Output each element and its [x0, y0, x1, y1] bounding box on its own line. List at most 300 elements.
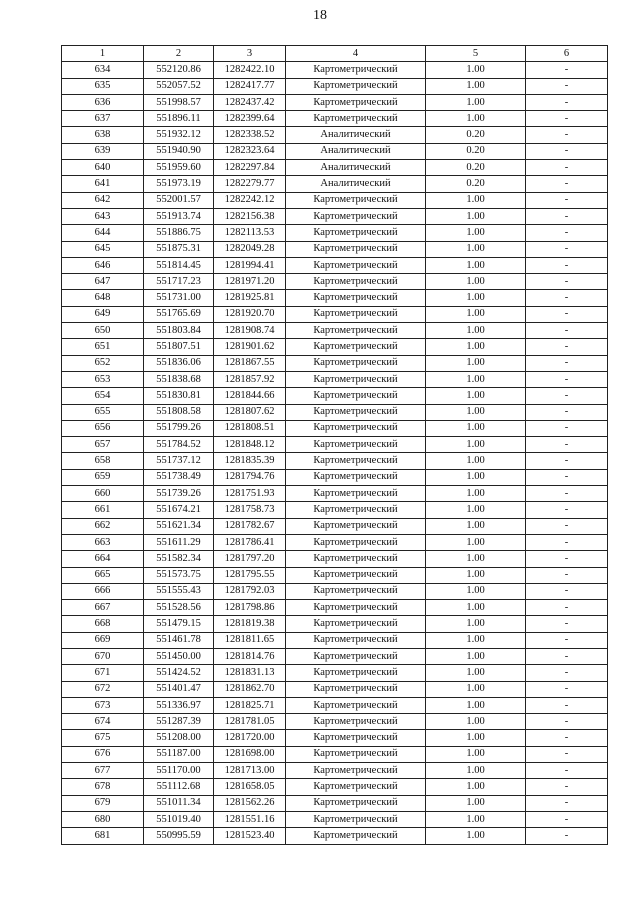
method-cell: Картометрический: [286, 779, 426, 795]
point-number-cell: 660: [62, 486, 144, 502]
method-cell: Картометрический: [286, 192, 426, 208]
note-cell: -: [526, 404, 608, 420]
accuracy-cell: 1.00: [426, 306, 526, 322]
x-coordinate-cell: 551461.78: [144, 632, 214, 648]
table-row: [62, 697, 608, 713]
coordinates-table: [61, 45, 608, 845]
accuracy-cell: 1.00: [426, 94, 526, 110]
method-cell: Картометрический: [286, 371, 426, 387]
y-coordinate-cell: 1281562.26: [214, 795, 286, 811]
point-number-cell: 668: [62, 616, 144, 632]
method-cell: Картометрический: [286, 274, 426, 290]
note-cell: -: [526, 241, 608, 257]
table-row: [62, 306, 608, 322]
accuracy-cell: 1.00: [426, 648, 526, 664]
y-coordinate-cell: 1281781.05: [214, 714, 286, 730]
table-row: [62, 420, 608, 436]
y-coordinate-cell: 1281807.62: [214, 404, 286, 420]
table-row: [62, 534, 608, 550]
method-cell: Картометрический: [286, 534, 426, 550]
point-number-cell: 643: [62, 208, 144, 224]
note-cell: -: [526, 437, 608, 453]
point-number-cell: 636: [62, 94, 144, 110]
x-coordinate-cell: 551287.39: [144, 714, 214, 730]
accuracy-cell: 1.00: [426, 78, 526, 94]
point-number-cell: 652: [62, 355, 144, 371]
table-row: [62, 323, 608, 339]
note-cell: -: [526, 453, 608, 469]
y-coordinate-cell: 1281551.16: [214, 811, 286, 827]
accuracy-cell: 1.00: [426, 828, 526, 844]
method-cell: Картометрический: [286, 714, 426, 730]
x-coordinate-cell: 551973.19: [144, 176, 214, 192]
point-number-cell: 661: [62, 502, 144, 518]
accuracy-cell: 1.00: [426, 551, 526, 567]
accuracy-cell: 1.00: [426, 632, 526, 648]
y-coordinate-cell: 1281758.73: [214, 502, 286, 518]
y-coordinate-cell: 1282113.53: [214, 225, 286, 241]
accuracy-cell: 1.00: [426, 697, 526, 713]
y-coordinate-cell: 1281797.20: [214, 551, 286, 567]
accuracy-cell: 1.00: [426, 323, 526, 339]
table-row: [62, 502, 608, 518]
accuracy-cell: 1.00: [426, 371, 526, 387]
note-cell: -: [526, 811, 608, 827]
y-coordinate-cell: 1281862.70: [214, 681, 286, 697]
note-cell: -: [526, 616, 608, 632]
accuracy-cell: 1.00: [426, 567, 526, 583]
method-cell: Картометрический: [286, 600, 426, 616]
y-coordinate-cell: 1281792.03: [214, 583, 286, 599]
x-coordinate-cell: 551940.90: [144, 143, 214, 159]
y-coordinate-cell: 1281908.74: [214, 323, 286, 339]
x-coordinate-cell: 551450.00: [144, 648, 214, 664]
accuracy-cell: 1.00: [426, 404, 526, 420]
point-number-cell: 655: [62, 404, 144, 420]
y-coordinate-cell: 1282399.64: [214, 111, 286, 127]
table-row: [62, 176, 608, 192]
x-coordinate-cell: 550995.59: [144, 828, 214, 844]
y-coordinate-cell: 1281811.65: [214, 632, 286, 648]
accuracy-cell: 1.00: [426, 714, 526, 730]
table-row: [62, 371, 608, 387]
y-coordinate-cell: 1282242.12: [214, 192, 286, 208]
method-cell: Картометрический: [286, 697, 426, 713]
table-row: [62, 518, 608, 534]
column-header: 3: [214, 46, 286, 62]
x-coordinate-cell: 551479.15: [144, 616, 214, 632]
table-row: [62, 143, 608, 159]
x-coordinate-cell: 551836.06: [144, 355, 214, 371]
x-coordinate-cell: 551875.31: [144, 241, 214, 257]
note-cell: -: [526, 339, 608, 355]
table-row: [62, 681, 608, 697]
column-header: 4: [286, 46, 426, 62]
y-coordinate-cell: 1281808.51: [214, 420, 286, 436]
note-cell: -: [526, 371, 608, 387]
y-coordinate-cell: 1281819.38: [214, 616, 286, 632]
note-cell: -: [526, 208, 608, 224]
x-coordinate-cell: 551424.52: [144, 665, 214, 681]
note-cell: -: [526, 62, 608, 78]
method-cell: Картометрический: [286, 583, 426, 599]
method-cell: Картометрический: [286, 437, 426, 453]
method-cell: Картометрический: [286, 746, 426, 762]
note-cell: -: [526, 143, 608, 159]
table-row: [62, 225, 608, 241]
point-number-cell: 637: [62, 111, 144, 127]
point-number-cell: 680: [62, 811, 144, 827]
point-number-cell: 663: [62, 534, 144, 550]
table-body: [62, 62, 608, 844]
y-coordinate-cell: 1281658.05: [214, 779, 286, 795]
method-cell: Картометрический: [286, 257, 426, 273]
table-row: [62, 160, 608, 176]
y-coordinate-cell: 1282417.77: [214, 78, 286, 94]
accuracy-cell: 1.00: [426, 811, 526, 827]
method-cell: Картометрический: [286, 567, 426, 583]
table-row: [62, 241, 608, 257]
method-cell: Картометрический: [286, 502, 426, 518]
note-cell: -: [526, 567, 608, 583]
point-number-cell: 651: [62, 339, 144, 355]
table-row: [62, 274, 608, 290]
table-row: [62, 828, 608, 844]
accuracy-cell: 1.00: [426, 486, 526, 502]
note-cell: -: [526, 111, 608, 127]
note-cell: -: [526, 730, 608, 746]
point-number-cell: 634: [62, 62, 144, 78]
accuracy-cell: 1.00: [426, 388, 526, 404]
point-number-cell: 673: [62, 697, 144, 713]
accuracy-cell: 1.00: [426, 437, 526, 453]
x-coordinate-cell: 551738.49: [144, 469, 214, 485]
note-cell: -: [526, 795, 608, 811]
method-cell: Картометрический: [286, 225, 426, 241]
method-cell: Картометрический: [286, 323, 426, 339]
note-cell: -: [526, 697, 608, 713]
x-coordinate-cell: 551737.12: [144, 453, 214, 469]
x-coordinate-cell: 551019.40: [144, 811, 214, 827]
point-number-cell: 672: [62, 681, 144, 697]
x-coordinate-cell: 551573.75: [144, 567, 214, 583]
note-cell: -: [526, 78, 608, 94]
y-coordinate-cell: 1282323.64: [214, 143, 286, 159]
method-cell: Картометрический: [286, 290, 426, 306]
point-number-cell: 659: [62, 469, 144, 485]
note-cell: -: [526, 469, 608, 485]
point-number-cell: 666: [62, 583, 144, 599]
method-cell: Аналитический: [286, 160, 426, 176]
table-row: [62, 648, 608, 664]
x-coordinate-cell: 551814.45: [144, 257, 214, 273]
y-coordinate-cell: 1281971.20: [214, 274, 286, 290]
method-cell: Картометрический: [286, 681, 426, 697]
y-coordinate-cell: 1281794.76: [214, 469, 286, 485]
point-number-cell: 647: [62, 274, 144, 290]
point-number-cell: 640: [62, 160, 144, 176]
x-coordinate-cell: 551959.60: [144, 160, 214, 176]
y-coordinate-cell: 1281786.41: [214, 534, 286, 550]
method-cell: Картометрический: [286, 665, 426, 681]
point-number-cell: 635: [62, 78, 144, 94]
method-cell: Картометрический: [286, 795, 426, 811]
accuracy-cell: 1.00: [426, 665, 526, 681]
table-row: [62, 62, 608, 78]
column-header: 2: [144, 46, 214, 62]
table-row: [62, 632, 608, 648]
table-row: [62, 355, 608, 371]
table-row: [62, 339, 608, 355]
table-row: [62, 551, 608, 567]
x-coordinate-cell: 551803.84: [144, 323, 214, 339]
point-number-cell: 641: [62, 176, 144, 192]
note-cell: -: [526, 828, 608, 844]
method-cell: Аналитический: [286, 143, 426, 159]
point-number-cell: 675: [62, 730, 144, 746]
table-row: [62, 78, 608, 94]
x-coordinate-cell: 551528.56: [144, 600, 214, 616]
y-coordinate-cell: 1282437.42: [214, 94, 286, 110]
y-coordinate-cell: 1281901.62: [214, 339, 286, 355]
accuracy-cell: 1.00: [426, 534, 526, 550]
point-number-cell: 645: [62, 241, 144, 257]
x-coordinate-cell: 551765.69: [144, 306, 214, 322]
table-row: [62, 730, 608, 746]
point-number-cell: 650: [62, 323, 144, 339]
y-coordinate-cell: 1282297.84: [214, 160, 286, 176]
method-cell: Картометрический: [286, 241, 426, 257]
y-coordinate-cell: 1282422.10: [214, 62, 286, 78]
column-header: 1: [62, 46, 144, 62]
table-header-row: [62, 46, 608, 62]
y-coordinate-cell: 1281925.81: [214, 290, 286, 306]
x-coordinate-cell: 551886.75: [144, 225, 214, 241]
table-row: [62, 257, 608, 273]
method-cell: Картометрический: [286, 632, 426, 648]
y-coordinate-cell: 1281920.70: [214, 306, 286, 322]
x-coordinate-cell: 551998.57: [144, 94, 214, 110]
table-row: [62, 567, 608, 583]
table-row: [62, 208, 608, 224]
note-cell: -: [526, 714, 608, 730]
method-cell: Картометрический: [286, 648, 426, 664]
point-number-cell: 658: [62, 453, 144, 469]
method-cell: Картометрический: [286, 518, 426, 534]
point-number-cell: 654: [62, 388, 144, 404]
point-number-cell: 657: [62, 437, 144, 453]
accuracy-cell: 1.00: [426, 225, 526, 241]
table-row: [62, 665, 608, 681]
table-row: [62, 437, 608, 453]
x-coordinate-cell: 551830.81: [144, 388, 214, 404]
y-coordinate-cell: 1281795.55: [214, 567, 286, 583]
note-cell: -: [526, 583, 608, 599]
x-coordinate-cell: 551784.52: [144, 437, 214, 453]
y-coordinate-cell: 1281994.41: [214, 257, 286, 273]
accuracy-cell: 1.00: [426, 469, 526, 485]
x-coordinate-cell: 551611.29: [144, 534, 214, 550]
point-number-cell: 669: [62, 632, 144, 648]
accuracy-cell: 1.00: [426, 518, 526, 534]
note-cell: -: [526, 388, 608, 404]
note-cell: -: [526, 632, 608, 648]
accuracy-cell: 1.00: [426, 257, 526, 273]
accuracy-cell: 1.00: [426, 208, 526, 224]
method-cell: Аналитический: [286, 176, 426, 192]
point-number-cell: 677: [62, 763, 144, 779]
y-coordinate-cell: 1281713.00: [214, 763, 286, 779]
x-coordinate-cell: 551808.58: [144, 404, 214, 420]
note-cell: -: [526, 502, 608, 518]
point-number-cell: 674: [62, 714, 144, 730]
method-cell: Картометрический: [286, 306, 426, 322]
point-number-cell: 653: [62, 371, 144, 387]
note-cell: -: [526, 600, 608, 616]
point-number-cell: 678: [62, 779, 144, 795]
method-cell: Картометрический: [286, 469, 426, 485]
accuracy-cell: 0.20: [426, 143, 526, 159]
accuracy-cell: 1.00: [426, 681, 526, 697]
accuracy-cell: 1.00: [426, 730, 526, 746]
table-row: [62, 192, 608, 208]
point-number-cell: 664: [62, 551, 144, 567]
accuracy-cell: 1.00: [426, 62, 526, 78]
method-cell: Картометрический: [286, 339, 426, 355]
column-header: 6: [526, 46, 608, 62]
method-cell: Картометрический: [286, 763, 426, 779]
accuracy-cell: 1.00: [426, 763, 526, 779]
accuracy-cell: 1.00: [426, 274, 526, 290]
point-number-cell: 679: [62, 795, 144, 811]
method-cell: Картометрический: [286, 388, 426, 404]
y-coordinate-cell: 1281867.55: [214, 355, 286, 371]
table-row: [62, 746, 608, 762]
page-number: 18: [313, 8, 327, 23]
point-number-cell: 648: [62, 290, 144, 306]
accuracy-cell: 1.00: [426, 339, 526, 355]
accuracy-cell: 0.20: [426, 127, 526, 143]
method-cell: Картометрический: [286, 78, 426, 94]
y-coordinate-cell: 1281751.93: [214, 486, 286, 502]
x-coordinate-cell: 551112.68: [144, 779, 214, 795]
x-coordinate-cell: 551336.97: [144, 697, 214, 713]
accuracy-cell: 1.00: [426, 779, 526, 795]
x-coordinate-cell: 551170.00: [144, 763, 214, 779]
accuracy-cell: 1.00: [426, 355, 526, 371]
table-row: [62, 779, 608, 795]
accuracy-cell: 1.00: [426, 502, 526, 518]
accuracy-cell: 0.20: [426, 176, 526, 192]
accuracy-cell: 1.00: [426, 795, 526, 811]
table-row: [62, 469, 608, 485]
y-coordinate-cell: 1282338.52: [214, 127, 286, 143]
accuracy-cell: 1.00: [426, 192, 526, 208]
point-number-cell: 642: [62, 192, 144, 208]
x-coordinate-cell: 552057.52: [144, 78, 214, 94]
note-cell: -: [526, 323, 608, 339]
x-coordinate-cell: 551932.12: [144, 127, 214, 143]
column-header: 5: [426, 46, 526, 62]
point-number-cell: 646: [62, 257, 144, 273]
accuracy-cell: 1.00: [426, 453, 526, 469]
accuracy-cell: 1.00: [426, 241, 526, 257]
y-coordinate-cell: 1281857.92: [214, 371, 286, 387]
table-row: [62, 763, 608, 779]
y-coordinate-cell: 1281844.66: [214, 388, 286, 404]
x-coordinate-cell: 551838.68: [144, 371, 214, 387]
table-row: [62, 453, 608, 469]
point-number-cell: 656: [62, 420, 144, 436]
note-cell: -: [526, 355, 608, 371]
y-coordinate-cell: 1282049.28: [214, 241, 286, 257]
note-cell: -: [526, 648, 608, 664]
accuracy-cell: 0.20: [426, 160, 526, 176]
accuracy-cell: 1.00: [426, 583, 526, 599]
method-cell: Картометрический: [286, 828, 426, 844]
note-cell: -: [526, 176, 608, 192]
table-row: [62, 795, 608, 811]
method-cell: Аналитический: [286, 127, 426, 143]
x-coordinate-cell: 551799.26: [144, 420, 214, 436]
note-cell: -: [526, 290, 608, 306]
table-row: [62, 714, 608, 730]
x-coordinate-cell: 551208.00: [144, 730, 214, 746]
point-number-cell: 639: [62, 143, 144, 159]
note-cell: -: [526, 746, 608, 762]
table-row: [62, 111, 608, 127]
point-number-cell: 649: [62, 306, 144, 322]
point-number-cell: 638: [62, 127, 144, 143]
method-cell: Картометрический: [286, 420, 426, 436]
note-cell: -: [526, 192, 608, 208]
x-coordinate-cell: 551807.51: [144, 339, 214, 355]
method-cell: Картометрический: [286, 811, 426, 827]
note-cell: -: [526, 681, 608, 697]
y-coordinate-cell: 1281831.13: [214, 665, 286, 681]
point-number-cell: 667: [62, 600, 144, 616]
y-coordinate-cell: 1281782.67: [214, 518, 286, 534]
table-row: [62, 94, 608, 110]
y-coordinate-cell: 1281720.00: [214, 730, 286, 746]
method-cell: Картометрический: [286, 62, 426, 78]
x-coordinate-cell: 551401.47: [144, 681, 214, 697]
x-coordinate-cell: 551011.34: [144, 795, 214, 811]
y-coordinate-cell: 1281814.76: [214, 648, 286, 664]
table-row: [62, 486, 608, 502]
method-cell: Картометрический: [286, 94, 426, 110]
method-cell: Картометрический: [286, 551, 426, 567]
note-cell: -: [526, 94, 608, 110]
accuracy-cell: 1.00: [426, 290, 526, 306]
y-coordinate-cell: 1281523.40: [214, 828, 286, 844]
note-cell: -: [526, 551, 608, 567]
point-number-cell: 662: [62, 518, 144, 534]
note-cell: -: [526, 160, 608, 176]
point-number-cell: 671: [62, 665, 144, 681]
note-cell: -: [526, 779, 608, 795]
method-cell: Картометрический: [286, 453, 426, 469]
accuracy-cell: 1.00: [426, 616, 526, 632]
note-cell: -: [526, 306, 608, 322]
table-row: [62, 616, 608, 632]
table-row: [62, 811, 608, 827]
point-number-cell: 665: [62, 567, 144, 583]
point-number-cell: 681: [62, 828, 144, 844]
x-coordinate-cell: 551913.74: [144, 208, 214, 224]
note-cell: -: [526, 420, 608, 436]
x-coordinate-cell: 551717.23: [144, 274, 214, 290]
